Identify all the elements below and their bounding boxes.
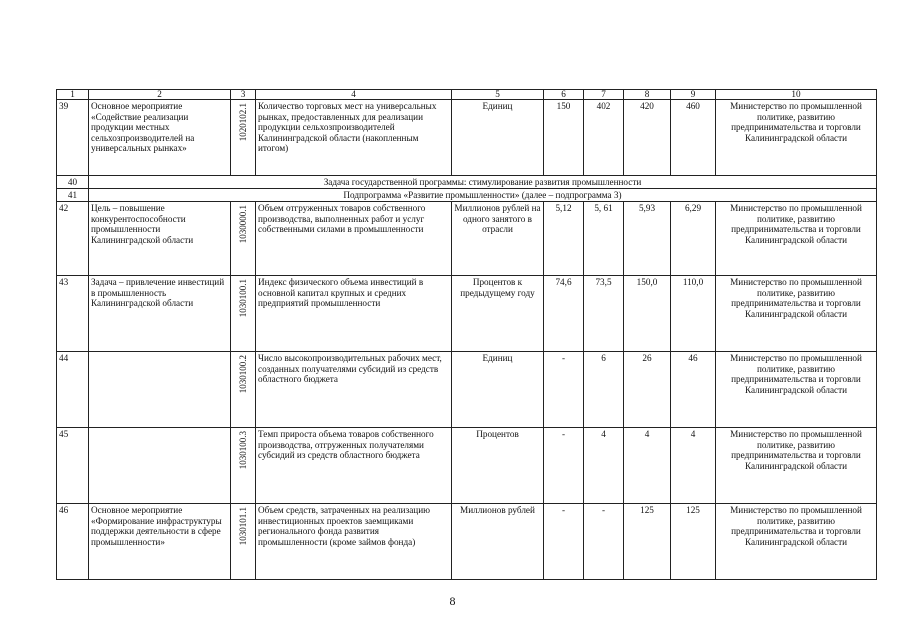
value-col8: 4 [624,428,671,504]
table-row [57,428,877,504]
value-col8: 26 [624,352,671,428]
indicator-code-cell [231,202,256,276]
value-col8: 150,0 [624,276,671,352]
indicator-code: 1030101.1 [238,507,248,546]
value-col7: 4 [584,428,624,504]
row-number: 43 [57,276,89,352]
measure-name: Задача – привлечение инвестиций в промышленность Калининградской области [89,276,231,352]
row-number: 44 [57,352,89,428]
value-col6: - [544,504,584,580]
value-col8: 125 [624,504,671,580]
subprogram-title: Подпрограмма «Развитие промышленности» (далее – подпрограмма 3) [89,189,877,202]
indicator-name: Количество торговых мест на универсальных рынках, предоставленных для реализации продукции сельхозпроизводителей Калининградской области (накопленным итогом) [256,100,452,176]
value-col7: 402 [584,100,624,176]
indicator-code-cell [231,100,256,176]
value-col7: 6 [584,352,624,428]
indicator-name: Темп прироста объема товаров собственного производства, отгруженных получателями субсидий из средств областного бюджета [256,428,452,504]
value-col7: 5, 61 [584,202,624,276]
indicator-name: Объем средств, затраченных на реализацию инвестиционных проектов заемщиками регионального фонда развития промышленности (кроме займов фонда) [256,504,452,580]
value-col8: 5,93 [624,202,671,276]
indicator-code: 1030000.1 [238,205,248,244]
responsible-body: Министерство по промышленной политике, развитию предпринимательства и торговли Калининградской области [716,504,877,580]
value-col9: 46 [671,352,716,428]
table-row [57,276,877,352]
column-header: 1 [57,90,89,100]
unit: Единиц [452,100,544,176]
table-row [57,202,877,276]
unit: Процентов [452,428,544,504]
value-col7: - [584,504,624,580]
indicator-code: 1030100.2 [238,355,248,394]
unit: Миллионов рублей [452,504,544,580]
indicator-code-cell [231,428,256,504]
value-col9: 125 [671,504,716,580]
indicators-table [56,89,877,580]
column-header: 4 [256,90,452,100]
value-col9: 4 [671,428,716,504]
unit: Единиц [452,352,544,428]
indicator-code: 1030100.1 [238,279,248,318]
value-col6: 74,6 [544,276,584,352]
value-col9: 6,29 [671,202,716,276]
table-row [57,352,877,428]
unit: Миллионов рублей на одного занятого в отрасли [452,202,544,276]
measure-name: Основное мероприятие «Содействие реализации продукции местных сельхозпроизводителей на универсальных рынках» [89,100,231,176]
responsible-body: Министерство по промышленной политике, развитию предпринимательства и торговли Калининградской области [716,352,877,428]
indicator-name: Объем отгруженных товаров собственного производства, выполненных работ и услуг собственными силами в промышленности [256,202,452,276]
indicator-code-cell [231,352,256,428]
table-row [57,176,877,189]
value-col9: 460 [671,100,716,176]
column-header: 3 [231,90,256,100]
value-col6: 5,12 [544,202,584,276]
measure-name: Основное мероприятие «Формирование инфраструктуры поддержки деятельности в сфере промышленности» [89,504,231,580]
value-col6: - [544,428,584,504]
row-number: 45 [57,428,89,504]
value-col6: - [544,352,584,428]
row-number: 40 [57,176,89,189]
measure-name-continued [89,428,231,504]
table-row [57,189,877,202]
column-header: 10 [716,90,877,100]
section-title: Задача государственной программы: стимулирование развития промышленности [89,176,877,189]
row-number: 41 [57,189,89,202]
indicator-code: 1030100.3 [238,431,248,470]
value-col9: 110,0 [671,276,716,352]
responsible-body: Министерство по промышленной политике, развитию предпринимательства и торговли Калининградской области [716,202,877,276]
table-row [57,504,877,580]
indicator-name: Число высокопроизводительных рабочих мест, созданных получателями субсидий из средств областного бюджета [256,352,452,428]
table-row [57,100,877,176]
value-col7: 73,5 [584,276,624,352]
measure-name-continued [89,352,231,428]
column-header: 2 [89,90,231,100]
column-header: 7 [584,90,624,100]
measure-name: Цель – повышение конкурентоспособности промышленности Калининградской области [89,202,231,276]
row-number: 42 [57,202,89,276]
responsible-body: Министерство по промышленной политике, развитию предпринимательства и торговли Калининградской области [716,276,877,352]
responsible-body: Министерство по промышленной политике, развитию предпринимательства и торговли Калининградской области [716,100,877,176]
row-number: 46 [57,504,89,580]
column-header: 9 [671,90,716,100]
indicator-code-cell [231,276,256,352]
value-col6: 150 [544,100,584,176]
indicator-code: 1020102.1 [238,103,248,142]
responsible-body: Министерство по промышленной политике, развитию предпринимательства и торговли Калининградской области [716,428,877,504]
unit: Процентов к предыдущему году [452,276,544,352]
table-header-row [57,90,877,100]
row-number: 39 [57,100,89,176]
column-header: 5 [452,90,544,100]
page-number: 8 [449,594,456,608]
column-header: 6 [544,90,584,100]
value-col8: 420 [624,100,671,176]
indicator-code-cell [231,504,256,580]
indicator-name: Индекс физического объема инвестиций в основной капитал крупных и средних предприятий промышленности [256,276,452,352]
column-header: 8 [624,90,671,100]
